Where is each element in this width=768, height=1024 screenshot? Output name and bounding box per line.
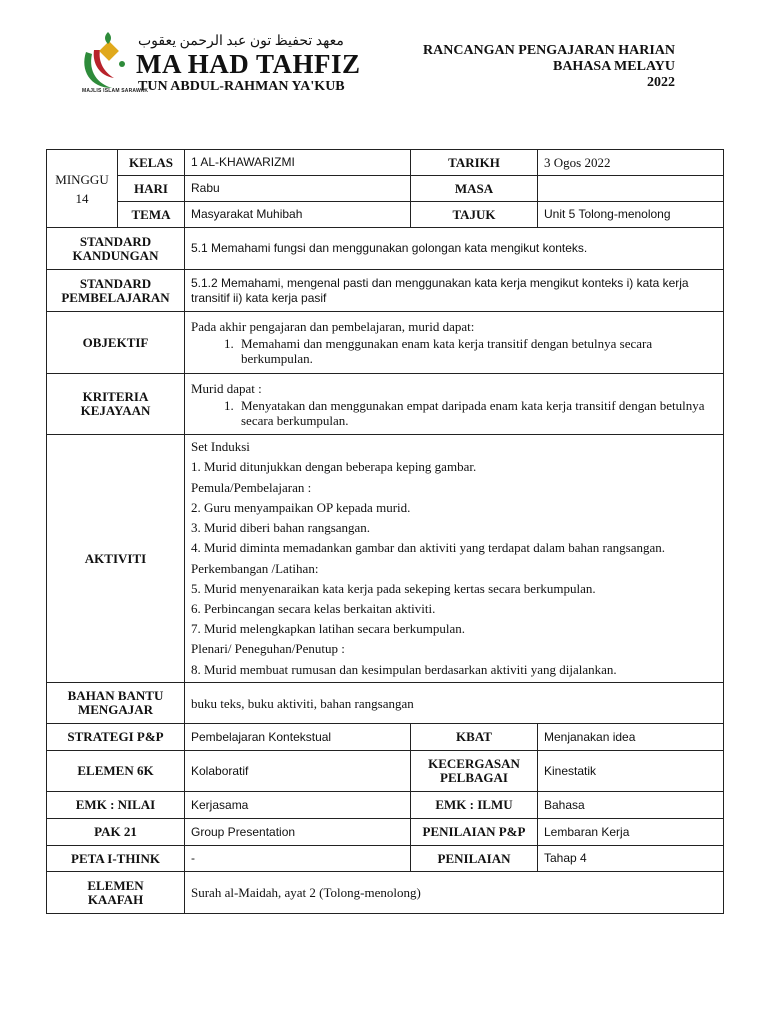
tema-value: Masyarakat Muhibah — [185, 202, 411, 228]
label-line: STANDARD — [79, 275, 152, 291]
table-row — [47, 228, 724, 270]
minggu-value: 14 — [75, 190, 89, 206]
tajuk-value: Unit 5 Tolong-menolong — [538, 202, 724, 228]
kriteria-intro: Murid dapat : — [191, 380, 262, 396]
school-logo — [78, 30, 361, 105]
objektif-label: OBJEKTIF — [47, 312, 185, 374]
pak21-label: PAK 21 — [47, 819, 185, 846]
tajuk-label: TAJUK — [411, 202, 538, 228]
table-row — [47, 872, 724, 914]
label-line: KAAFAH — [87, 891, 144, 907]
label-line: BAHAN BANTU — [67, 688, 164, 703]
kelas-label: KELAS — [118, 150, 185, 176]
table-row — [47, 683, 724, 724]
lesson-plan-table — [46, 149, 724, 914]
table-row — [47, 150, 724, 176]
penilaian-value: Tahap 4 — [538, 846, 724, 872]
aktiviti-line: Set Induksi — [191, 439, 250, 455]
peta-ithink-value: - — [185, 846, 411, 872]
kbat-label: KBAT — [411, 724, 538, 751]
table-row — [47, 374, 724, 435]
elemen-kaafah-value: Surah al-Maidah, ayat 2 (Tolong-menolong) — [185, 872, 724, 914]
label-line: KECERGASAN — [428, 756, 520, 771]
label-line: KANDUNGAN — [72, 247, 159, 263]
standard-pembelajaran-label — [47, 270, 185, 312]
pak21-value: Group Presentation — [185, 819, 411, 846]
table-row — [47, 202, 724, 228]
tarikh-value: 3 Ogos 2022 — [538, 150, 724, 176]
aktiviti-line: 4. Murid diminta memadankan gambar dan aktiviti yang terdapat dalam bahan rangsangan. — [191, 540, 665, 556]
crest-icon — [78, 30, 138, 92]
label-line: PEMBELAJARAN — [61, 289, 170, 305]
label-line: KEJAYAAN — [80, 403, 151, 418]
table-row — [47, 312, 724, 374]
table-row — [47, 270, 724, 312]
strategi-value: Pembelajaran Kontekstual — [185, 724, 411, 751]
heading-line-3: 2022 — [647, 75, 675, 90]
aktiviti-line: 7. Murid melengkapkan latihan secara berkumpulan. — [191, 621, 465, 637]
kriteria-kejayaan-label — [47, 374, 185, 435]
table-row — [47, 819, 724, 846]
standard-kandungan-label — [47, 228, 185, 270]
masa-label: MASA — [411, 176, 538, 202]
standard-pembelajaran-value: 5.1.2 Memahami, mengenal pasti dan menggunakan kata kerja mengikut konteks i) kata kerja transitif ii) kata kerja pasif — [185, 270, 724, 312]
objektif-intro: Pada akhir pengajaran dan pembelajaran, murid dapat: — [191, 319, 475, 334]
aktiviti-label: AKTIVITI — [47, 435, 185, 683]
aktiviti-line: Plenari/ Peneguhan/Penutup : — [191, 641, 345, 657]
masa-value — [538, 176, 724, 202]
document-heading — [423, 43, 675, 91]
objektif-item: 1. Memahami dan menggunakan enam kata kerja transitif dengan betulnya secara berkumpulan. — [237, 336, 717, 366]
logo-arabic-text: معهد تحفيظ تون عبد الرحمن يعقوب — [138, 34, 344, 49]
heading-line-1: RANCANGAN PENGAJARAN HARIAN — [423, 43, 675, 58]
logo-name: MA HAD TAHFIZ — [136, 49, 361, 79]
label-line: PELBAGAI — [440, 770, 508, 785]
kecergasan-pelbagai-value: Kinestatik — [538, 751, 724, 792]
standard-kandungan-value: 5.1 Memahami fungsi dan menggunakan golongan kata mengikut konteks. — [185, 228, 724, 270]
penilaian-pp-label: PENILAIAN P&P — [411, 819, 538, 846]
emk-nilai-value: Kerjasama — [185, 792, 411, 819]
aktiviti-line: 1. Murid ditunjukkan dengan beberapa keping gambar. — [191, 459, 477, 475]
hari-value: Rabu — [185, 176, 411, 202]
peta-ithink-label: PETA I-THINK — [47, 846, 185, 872]
tema-label: TEMA — [118, 202, 185, 228]
logo-subname: TUN ABDUL-RAHMAN YA'KUB — [138, 79, 345, 94]
aktiviti-value — [185, 435, 724, 683]
kecergasan-pelbagai-label — [411, 751, 538, 792]
aktiviti-line: 5. Murid menyenaraikan kata kerja pada sekeping kertas secara berkumpulan. — [191, 580, 596, 596]
label-line: MENGAJAR — [77, 702, 154, 717]
bahan-bantu-label — [47, 683, 185, 724]
aktiviti-line: 6. Perbincangan secara kelas berkaitan aktiviti. — [191, 600, 436, 616]
label-line: KRITERIA — [82, 389, 149, 404]
kriteria-kejayaan-value — [185, 374, 724, 435]
aktiviti-line: Perkembangan /Latihan: — [191, 560, 319, 576]
bahan-bantu-value: buku teks, buku aktiviti, bahan rangsangan — [185, 683, 724, 724]
table-row — [47, 176, 724, 202]
penilaian-label: PENILAIAN — [411, 846, 538, 872]
aktiviti-line: Pemula/Pembelajaran : — [191, 479, 312, 495]
elemen-6k-label: ELEMEN 6K — [47, 751, 185, 792]
emk-nilai-label: EMK : NILAI — [47, 792, 185, 819]
strategi-label: STRATEGI P&P — [47, 724, 185, 751]
aktiviti-line: 8. Murid membuat rumusan dan kesimpulan berdasarkan aktiviti yang dijalankan. — [191, 661, 617, 677]
penilaian-pp-value: Lembaran Kerja — [538, 819, 724, 846]
aktiviti-line: 2. Guru menyampaikan OP kepada murid. — [191, 499, 411, 515]
table-row — [47, 435, 724, 683]
kbat-value: Menjanakan idea — [538, 724, 724, 751]
kelas-value: 1 AL-KHAWARIZMI — [185, 150, 411, 176]
hari-label: HARI — [118, 176, 185, 202]
elemen-kaafah-label — [47, 872, 185, 914]
tarikh-label: TARIKH — [411, 150, 538, 176]
logo-org-text: MAJLIS ISLAM SARAWAK — [82, 88, 149, 94]
label-line: ELEMEN — [87, 877, 144, 893]
table-row — [47, 724, 724, 751]
emk-ilmu-label: EMK : ILMU — [411, 792, 538, 819]
objektif-value — [185, 312, 724, 374]
minggu-cell — [47, 150, 118, 228]
aktiviti-line: 3. Murid diberi bahan rangsangan. — [191, 520, 371, 536]
minggu-label: MINGGU — [55, 171, 109, 187]
elemen-6k-value: Kolaboratif — [185, 751, 411, 792]
label-line: STANDARD — [79, 233, 152, 249]
heading-line-2: BAHASA MELAYU — [552, 59, 675, 74]
kriteria-item: 1. Menyatakan dan menggunakan empat daripada enam kata kerja transitif dengan betulnya secara berkumpulan. — [237, 398, 717, 428]
table-row — [47, 846, 724, 872]
table-row — [47, 751, 724, 792]
emk-ilmu-value: Bahasa — [538, 792, 724, 819]
table-row — [47, 792, 724, 819]
